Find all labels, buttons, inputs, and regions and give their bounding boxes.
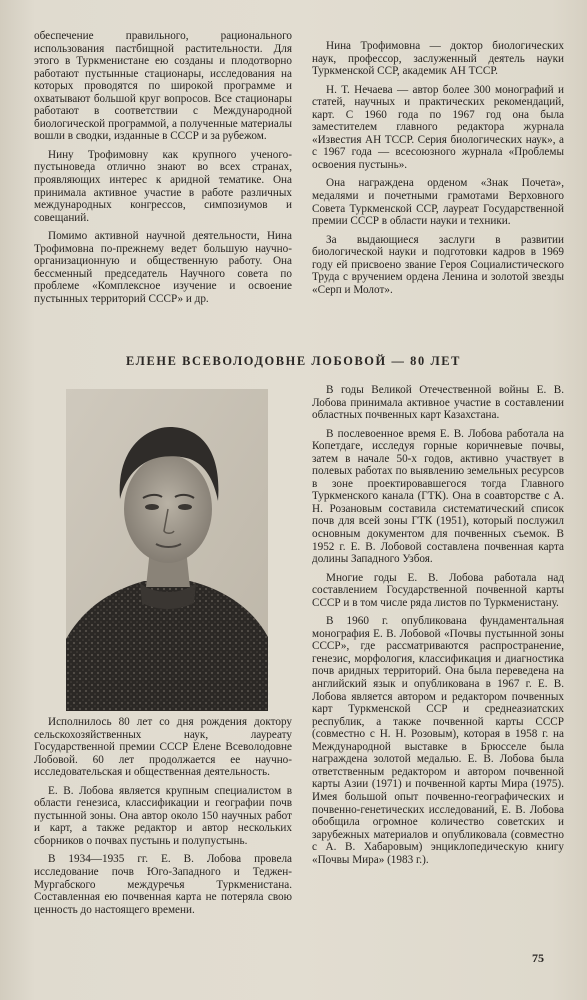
text-column-bottom-right xyxy=(312,384,564,974)
paragraph: За выдающиеся заслуги в развитии биологической науки и подготовки кадров в 1969 году ей присвоено звание Героя Социалистического Труда с вручением ордена Ленина и золотой звезды «Серп и Молот». xyxy=(312,233,564,296)
paragraph: Она награждена орденом «Знак Почета», медалями и почетными грамотами Верховного Совета Туркменской ССР, лауреат Государственной премии СССР в области науки и техники. xyxy=(312,177,564,228)
portrait-photo xyxy=(66,389,268,711)
text-column-top-right xyxy=(312,40,564,352)
paragraph: В 1934—1935 гг. Е. В. Лобова провела исследование почв Юго-Западного и Теджен-Мургабского междуречья Туркменистана. Составленная ею почвенная карта не потеряла свою ценность до настоящего времени. xyxy=(34,853,292,916)
page-number: 75 xyxy=(532,951,544,965)
paragraph: Е. В. Лобова является крупным специалистом в области генезиса, классификации и географии почв пустынной зоны. Она автор около 150 научных работ и карт, а также редактор и автор нескольких сборников о почвах пустынь и полупустынь. xyxy=(34,784,292,847)
paragraph: Нину Трофимовну как крупного ученого-пустыноведа отлично знают во всех странах, проявляющих интерес к аридной тематике. Она принимала активное участие в работе различных международных конгрессов, симпозиумов и совещаний. xyxy=(34,148,292,224)
paragraph: Многие годы Е. В. Лобова работала над составлением Государственной почвенной карты СССР и в том числе ряда листов по Туркменистану. xyxy=(312,571,564,609)
paragraph: Нина Трофимовна — доктор биологических наук, профессор, заслуженный деятель науки Туркменской ССР, академик АН ТССР. xyxy=(312,40,564,78)
text-column-top-left xyxy=(34,30,292,348)
paragraph: В 1960 г. опубликована фундаментальная монография Е. В. Лобовой «Почвы пустынной зоны СССР», где рассматриваются распространение, генезис, морфология, классификация и диагностика почв аридных территорий. Она была переведена на английский язык и опубликована в 1967 г. Е. В. Лобова является автором и редактором почвенных карт Туркменской ССР и среднеазиатских республик, а также почвенной карты СССР (совместно с Н. Н. Розовым), которая в 1958 г. на Международной выставке в Брюсселе была награждена золотой медалью. Е. В. Лобова была ответственным редактором и автором почвенной карты Азии (1971) и почвенной карты Мира (1975). Имея большой опыт почвенно-географических и почвенно-генетических исследований, Е. В. Лобова обобщила огромное количество советских и зарубежных материалов и опубликовала (совместно с А. В. Хабаровым) энциклопедическую книгу «Почвы Мира» (1983 г.). xyxy=(312,615,564,866)
paragraph: В послевоенное время Е. В. Лобова работала на Копетдаге, исследуя горные коричневые почвы, затем в начале 50-х годов, активно участвует в полевых работах по выявлению земельных ресурсов в зоне проектировавшегося тогда Главного Туркменского канала (ГТК). Она в соавторстве с А. Н. Розановым составила систематический список почв для всей зоны ГТК (1951), который послужил основным документом для почвенных съемок. В 1952 г. Е. В. Лобовой составлена почвенная карта долины Западного Узбоя. xyxy=(312,427,564,566)
paragraph: В годы Великой Отечественной войны Е. В. Лобова принимала активное участие в составлении областных почвенных карт Казахстана. xyxy=(312,384,564,422)
paragraph: Н. Т. Нечаева — автор более 300 монографий и статей, научных и практических рекомендаций, карт. С 1960 года по 1967 год она была заместителем главного редактора журнала «Известия АН ТССР. Серия биологических наук», а с 1967 года — всесоюзного журнала «Проблемы освоения пустынь». xyxy=(312,83,564,171)
article-heading: ЕЛЕНЕ ВСЕВОЛОДОВНЕ ЛОБОВОЙ — 80 ЛЕТ xyxy=(125,354,462,368)
text-column-bottom-left xyxy=(34,716,292,980)
paragraph: обеспечение правильного, рационального использования пастбищной растительности. Для этого в Туркменистане ею созданы и плодотворно работают пустынные стационары, исследования на которых проводятся по широкой программе и охватывают большой круг вопросов. Все стационары работают в соответствии с Международной биологической программой, а полученные материалы вошли в сводки, изданные в СССР и за рубежом. xyxy=(34,30,292,143)
paragraph: Помимо активной научной деятельности, Нина Трофимовна по-прежнему ведет большую научно-организационную и общественную работу. Она бессменный председатель Научного совета по проблеме «Комплексное изучение и освоение пустынных территорий СССР» и др. xyxy=(34,230,292,305)
paragraph: Исполнилось 80 лет со дня рождения доктору сельскохозяйственных наук, лауреату Государственной премии СССР Елене Всеволодовне Лобовой. 60 лет продолжается ее научно-исследовательская и общественная деятельность. xyxy=(34,716,292,779)
